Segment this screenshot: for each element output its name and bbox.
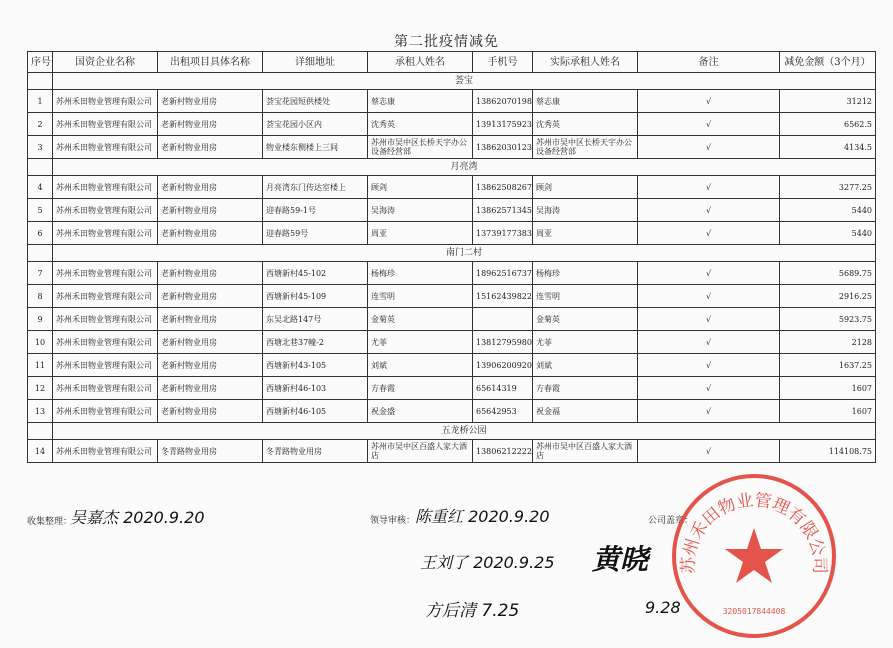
company-name: 苏州禾田物业管理有限公司: [53, 285, 158, 308]
relief-amount: 2128: [780, 331, 876, 354]
actual-tenant-name: 金菊英: [533, 308, 638, 331]
row-number: 9: [28, 308, 53, 331]
actual-tenant-name: 沈秀英: [533, 113, 638, 136]
seal-star-icon: [725, 528, 783, 583]
column-header: 备注: [638, 52, 780, 73]
table-row: [28, 136, 876, 159]
row-number: 5: [28, 199, 53, 222]
company-name: 苏州禾田物业管理有限公司: [53, 176, 158, 199]
project-name: 老新村物业用房: [158, 90, 263, 113]
seal-label: 公司盖章：: [648, 516, 694, 526]
tenant-name: 沈秀英: [368, 113, 473, 136]
project-name: 老新村物业用房: [158, 331, 263, 354]
table-row: [28, 331, 876, 354]
project-name: 老新村物业用房: [158, 262, 263, 285]
phone-number: 13906200920: [473, 354, 533, 377]
phone-number: 18962516737: [473, 262, 533, 285]
column-header: 实际承租人姓名: [533, 52, 638, 73]
phone-number: 13739177383: [473, 222, 533, 245]
actual-tenant-name: 祝金福: [533, 400, 638, 423]
remark-check: √: [638, 377, 780, 400]
project-name: 老新村物业用房: [158, 354, 263, 377]
section-row: [28, 423, 876, 440]
row-number: 4: [28, 176, 53, 199]
collect-signature: 吴嘉杰 2020.9.20: [70, 508, 205, 527]
address: 东吴北路147号: [263, 308, 368, 331]
actual-tenant-name: 顾剑: [533, 176, 638, 199]
tenant-name: 金菊英: [368, 308, 473, 331]
address: 迎春路59-1号: [263, 199, 368, 222]
remark-check: √: [638, 308, 780, 331]
tenant-name: 吴海涛: [368, 199, 473, 222]
row-number: 10: [28, 331, 53, 354]
actual-tenant-name: 连雪明: [533, 285, 638, 308]
remark-check: √: [638, 331, 780, 354]
phone-number: 13913175923: [473, 113, 533, 136]
table-row: [28, 199, 876, 222]
section-number-cell: [28, 159, 53, 176]
phone-number: 13862030123: [473, 136, 533, 159]
project-name: 老新村物业用房: [158, 377, 263, 400]
relief-amount: 5440: [780, 222, 876, 245]
tenant-name: 祝金盛: [368, 400, 473, 423]
company-name: 苏州禾田物业管理有限公司: [53, 400, 158, 423]
phone-number: 13862571345: [473, 199, 533, 222]
actual-tenant-name: 苏州市吴中区长桥天宇办公设备经营部: [533, 136, 638, 159]
company-name: 苏州禾田物业管理有限公司: [53, 308, 158, 331]
approver-signature-2: 王刘了 2020.9.25: [420, 553, 555, 572]
remark-check: √: [638, 440, 780, 463]
column-header: 手机号: [473, 52, 533, 73]
approver-signature-4: 黄晓: [592, 543, 649, 576]
actual-tenant-name: 方春霞: [533, 377, 638, 400]
section-number-cell: [28, 423, 53, 440]
table-row: [28, 262, 876, 285]
company-name: 苏州禾田物业管理有限公司: [53, 331, 158, 354]
tenant-name: 尤菲: [368, 331, 473, 354]
project-name: 老新村物业用房: [158, 136, 263, 159]
relief-amount: 5923.75: [780, 308, 876, 331]
tenant-name: 顾剑: [368, 176, 473, 199]
phone-number: 13806212222: [473, 440, 533, 463]
project-name: 老新村物业用房: [158, 308, 263, 331]
company-name: 苏州禾田物业管理有限公司: [53, 222, 158, 245]
remark-check: √: [638, 285, 780, 308]
address: 荟宝花园小区内: [263, 113, 368, 136]
table-row: [28, 400, 876, 423]
address: 西塘新村43-105: [263, 354, 368, 377]
row-number: 7: [28, 262, 53, 285]
relief-amount: 2916.25: [780, 285, 876, 308]
actual-tenant-name: 周亚: [533, 222, 638, 245]
relief-amount: 5689.75: [780, 262, 876, 285]
company-name: 苏州禾田物业管理有限公司: [53, 377, 158, 400]
company-name: 苏州禾田物业管理有限公司: [53, 113, 158, 136]
company-seal: [666, 468, 842, 644]
column-header: 承租人姓名: [368, 52, 473, 73]
address: 西塘新村45-102: [263, 262, 368, 285]
table-header-row: [28, 52, 876, 73]
table-row: [28, 308, 876, 331]
project-name: 老新村物业用房: [158, 222, 263, 245]
table-row: [28, 440, 876, 463]
relief-amount: 31212: [780, 90, 876, 113]
section-number-cell: [28, 245, 53, 262]
actual-tenant-name: 吴海涛: [533, 199, 638, 222]
seal-number: 3205017844408: [722, 607, 786, 616]
relief-amount: 1607: [780, 377, 876, 400]
tenant-name: 苏州市吴中区百盛人家大酒店: [368, 440, 473, 463]
company-name: 苏州禾田物业管理有限公司: [53, 136, 158, 159]
address: 西塘新村46-105: [263, 400, 368, 423]
tenant-name: 连雪明: [368, 285, 473, 308]
table-row: [28, 176, 876, 199]
phone-number: 65614319: [473, 377, 533, 400]
row-number: 8: [28, 285, 53, 308]
project-name: 老新村物业用房: [158, 176, 263, 199]
seal-company-name: 苏州禾田物业管理有限公司: [678, 490, 830, 574]
relief-amount: 6562.5: [780, 113, 876, 136]
actual-tenant-name: 杨梅珍: [533, 262, 638, 285]
company-name: 苏州禾田物业管理有限公司: [53, 354, 158, 377]
relief-amount: 1637.25: [780, 354, 876, 377]
remark-check: √: [638, 262, 780, 285]
phone-number: 15162439822: [473, 285, 533, 308]
column-header: 序号: [28, 52, 53, 73]
relief-amount: 3277.25: [780, 176, 876, 199]
actual-tenant-name: 尤菲: [533, 331, 638, 354]
tenant-name: 刘斌: [368, 354, 473, 377]
column-header: 详细地址: [263, 52, 368, 73]
project-name: 老新村物业用房: [158, 285, 263, 308]
table-row: [28, 377, 876, 400]
table-row: [28, 222, 876, 245]
table-body: [28, 73, 876, 463]
approver-signature-3: 方后清 7.25: [425, 601, 520, 621]
phone-number: 13812795980: [473, 331, 533, 354]
remark-check: √: [638, 90, 780, 113]
project-name: 冬青路物业用房: [158, 440, 263, 463]
phone-number: 13862070198: [473, 90, 533, 113]
project-name: 老新村物业用房: [158, 400, 263, 423]
address: 月亮湾东门传达室楼上: [263, 176, 368, 199]
tenant-name: 周亚: [368, 222, 473, 245]
remark-check: √: [638, 113, 780, 136]
leader-label: 领导审核：: [370, 516, 416, 526]
tenant-name: 苏州市吴中区长桥天宇办公设备经营部: [368, 136, 473, 159]
table-row: [28, 90, 876, 113]
remark-check: √: [638, 176, 780, 199]
actual-tenant-name: 蔡志康: [533, 90, 638, 113]
leader-signature: 陈重红 2020.9.20: [415, 507, 550, 526]
section-row: [28, 159, 876, 176]
remark-check: √: [638, 354, 780, 377]
column-header: 国资企业名称: [53, 52, 158, 73]
address: 迎春路59号: [263, 222, 368, 245]
address: 物业楼东侧楼上三间: [263, 136, 368, 159]
tenant-name: 杨梅珍: [368, 262, 473, 285]
document-title: 第二批疫情减免: [394, 34, 499, 50]
row-number: 3: [28, 136, 53, 159]
section-row: [28, 73, 876, 90]
remark-check: √: [638, 400, 780, 423]
remark-check: √: [638, 222, 780, 245]
actual-tenant-name: 刘斌: [533, 354, 638, 377]
section-number-cell: [28, 73, 53, 90]
company-name: 苏州禾田物业管理有限公司: [53, 440, 158, 463]
row-number: 13: [28, 400, 53, 423]
phone-number: 13862508267: [473, 176, 533, 199]
row-number: 12: [28, 377, 53, 400]
address: 冬青路物业用房: [263, 440, 368, 463]
relief-amount: 5440: [780, 199, 876, 222]
table-row: [28, 113, 876, 136]
remark-check: √: [638, 136, 780, 159]
section-name: 五龙桥公园: [53, 423, 876, 440]
project-name: 老新村物业用房: [158, 199, 263, 222]
column-header: 出租项目具体名称: [158, 52, 263, 73]
phone-number: 65642953: [473, 400, 533, 423]
section-name: 南门二村: [53, 245, 876, 262]
approver-signature-4-date: 9.28: [645, 598, 681, 617]
relief-amount: 1607: [780, 400, 876, 423]
actual-tenant-name: 苏州市吴中区百盛人家大酒店: [533, 440, 638, 463]
table-row: [28, 285, 876, 308]
address: 西塘新村45-109: [263, 285, 368, 308]
section-name: 月亮湾: [53, 159, 876, 176]
company-name: 苏州禾田物业管理有限公司: [53, 90, 158, 113]
address: 西塘新村46-103: [263, 377, 368, 400]
relief-amount: 4134.5: [780, 136, 876, 159]
section-name: 荟宝: [53, 73, 876, 90]
address: 西塘北巷37幢-2: [263, 331, 368, 354]
row-number: 14: [28, 440, 53, 463]
column-header: 减免金额（3个月）: [780, 52, 876, 73]
collect-label: 收集整理：: [27, 517, 73, 527]
tenant-name: 方春霞: [368, 377, 473, 400]
section-row: [28, 245, 876, 262]
tenant-name: 蔡志康: [368, 90, 473, 113]
phone-number: [473, 308, 533, 331]
row-number: 1: [28, 90, 53, 113]
row-number: 2: [28, 113, 53, 136]
relief-amount: 114108.75: [780, 440, 876, 463]
remark-check: √: [638, 199, 780, 222]
project-name: 老新村物业用房: [158, 113, 263, 136]
table-row: [28, 354, 876, 377]
row-number: 6: [28, 222, 53, 245]
row-number: 11: [28, 354, 53, 377]
relief-table: [27, 51, 876, 463]
company-name: 苏州禾田物业管理有限公司: [53, 199, 158, 222]
address: 荟宝花园短供楼处: [263, 90, 368, 113]
company-name: 苏州禾田物业管理有限公司: [53, 262, 158, 285]
